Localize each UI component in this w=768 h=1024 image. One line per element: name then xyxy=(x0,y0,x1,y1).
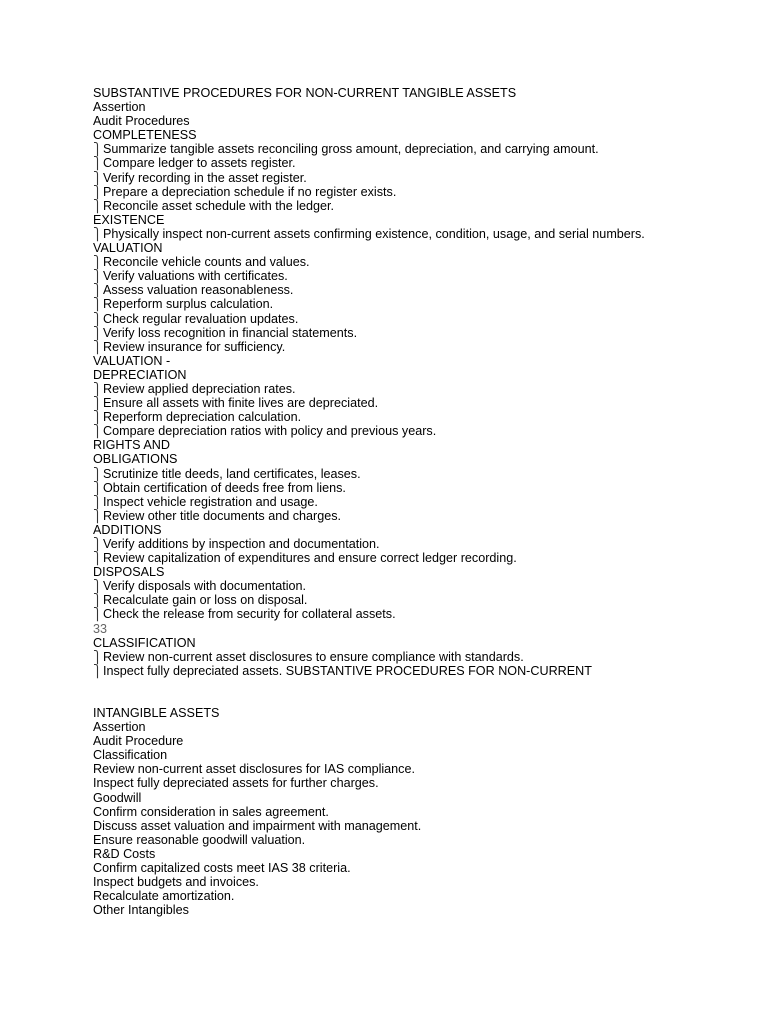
procedure-text: Verify disposals with documentation. xyxy=(103,579,307,594)
procedure-text: Physically inspect non-current assets confirming existence, condition, usage, and serial numbers. xyxy=(103,226,645,241)
text-line-assertion: Assertion xyxy=(93,100,146,115)
text-line-audit-procedure: Audit Procedure xyxy=(93,734,184,749)
bullet-marker: ⎫ xyxy=(93,325,102,340)
text-line-obligations: OBLIGATIONS xyxy=(93,452,178,467)
text-line-classification: Classification xyxy=(93,748,168,763)
procedure-text: Check the release from security for collateral assets. xyxy=(103,607,396,622)
bullet-marker: ⎫ xyxy=(93,255,102,270)
text-line-review-non-current-asset-disclosures-for: Review non-current asset disclosures for IAS compliance. xyxy=(93,762,415,777)
text-line-inspect-budgets-and-invoices: Inspect budgets and invoices. xyxy=(93,875,259,890)
procedure-text: Review insurance for sufficiency. xyxy=(103,339,286,354)
text-line-valuation: VALUATION xyxy=(93,241,163,256)
text-line-disposals: DISPOSALS xyxy=(93,565,165,580)
bullet-marker: ⎫ xyxy=(93,184,102,199)
procedure-item xyxy=(93,185,733,199)
procedure-item xyxy=(93,509,733,523)
procedure-text: Reconcile vehicle counts and values. xyxy=(103,255,310,270)
procedure-text: Compare ledger to assets register. xyxy=(103,156,296,171)
bullet-marker: ⎫ xyxy=(93,283,102,298)
procedure-text: Recalculate gain or loss on disposal. xyxy=(103,593,308,608)
text-line-other-intangibles: Other Intangibles xyxy=(93,903,189,918)
intangible-assets-section xyxy=(93,706,733,917)
procedure-text: Summarize tangible assets reconciling gross amount, depreciation, and carrying amount. xyxy=(103,142,599,157)
procedure-item xyxy=(93,396,733,410)
bullet-marker: ⎫ xyxy=(93,551,102,566)
procedure-text: Compare depreciation ratios with policy and previous years. xyxy=(103,424,437,439)
text-line-confirm-consideration-in-sales-agreement: Confirm consideration in sales agreement. xyxy=(93,804,329,819)
procedure-item xyxy=(93,255,733,269)
procedure-text: Obtain certification of deeds free from liens. xyxy=(103,480,346,495)
procedure-item xyxy=(93,312,733,326)
procedure-item xyxy=(93,410,733,424)
text-line-assertion: Assertion xyxy=(93,720,146,735)
bullet-marker: ⎫ xyxy=(93,339,102,354)
procedure-text: Prepare a depreciation schedule if no register exists. xyxy=(103,184,397,199)
procedure-item xyxy=(93,199,733,213)
procedure-item xyxy=(93,481,733,495)
procedure-item xyxy=(93,171,733,185)
procedure-item xyxy=(93,269,733,283)
procedure-item xyxy=(93,424,733,438)
procedure-text: Verify additions by inspection and documentation. xyxy=(103,537,380,551)
procedure-item xyxy=(93,537,733,551)
procedure-text: Check regular revaluation updates. xyxy=(103,311,299,326)
procedure-item xyxy=(93,607,733,621)
section-gap xyxy=(93,678,733,706)
text-line-discuss-asset-valuation-and-impairment-w: Discuss asset valuation and impairment with management. xyxy=(93,818,422,833)
procedure-text: Verify loss recognition in financial statements. xyxy=(103,325,358,340)
text-line-confirm-capitalized-costs-meet-ias-38-cr: Confirm capitalized costs meet IAS 38 criteria. xyxy=(93,860,351,875)
procedure-text: Review non-current asset disclosures to ensure compliance with standards. xyxy=(103,649,524,664)
procedure-text: Scrutinize title deeds, land certificates, leases. xyxy=(103,466,361,481)
bullet-marker: ⎫ xyxy=(93,311,102,326)
procedure-text: Ensure all assets with finite lives are depreciated. xyxy=(103,396,379,411)
procedure-item xyxy=(93,467,733,481)
text-line-goodwill: Goodwill xyxy=(93,790,142,805)
procedure-text: Inspect vehicle registration and usage. xyxy=(103,494,318,509)
text-line-existence: EXISTENCE xyxy=(93,212,165,227)
bullet-marker: ⎫ xyxy=(93,593,102,608)
procedure-text: Reconcile asset schedule with the ledger. xyxy=(103,198,335,213)
procedure-item xyxy=(93,495,733,509)
bullet-marker: ⎫ xyxy=(93,424,102,439)
bullet-marker: ⎫ xyxy=(93,537,102,551)
bullet-marker: ⎫ xyxy=(93,663,102,678)
bullet-marker: ⎫ xyxy=(93,607,102,622)
bullet-marker: ⎫ xyxy=(93,579,102,594)
procedure-item xyxy=(93,283,733,297)
procedure-item xyxy=(93,664,733,678)
procedure-text: Review capitalization of expenditures and ensure correct ledger recording. xyxy=(103,551,517,566)
procedure-text: Assess valuation reasonableness. xyxy=(103,283,294,298)
procedure-item xyxy=(93,593,733,607)
text-line-audit-procedures: Audit Procedures xyxy=(93,114,190,129)
bullet-marker: ⎫ xyxy=(93,142,102,157)
procedure-item xyxy=(93,650,733,664)
text-line-classification: CLASSIFICATION xyxy=(93,635,196,650)
text-line-completeness: COMPLETENESS xyxy=(93,128,197,143)
procedure-item xyxy=(93,227,733,241)
tangible-assets-section xyxy=(93,86,733,678)
bullet-marker: ⎫ xyxy=(93,508,102,523)
bullet-marker: ⎫ xyxy=(93,269,102,284)
bullet-marker: ⎫ xyxy=(93,297,102,312)
text-line-valuation: VALUATION - xyxy=(93,353,171,368)
text-line-additions: ADDITIONS xyxy=(93,522,162,537)
procedure-item xyxy=(93,579,733,593)
text-line-ensure-reasonable-goodwill-valuation: Ensure reasonable goodwill valuation. xyxy=(93,832,306,847)
procedure-item xyxy=(93,156,733,170)
bullet-marker: ⎫ xyxy=(93,156,102,171)
bullet-marker: ⎫ xyxy=(93,381,102,396)
procedure-item xyxy=(93,142,733,156)
text-line-intangible-assets: INTANGIBLE ASSETS xyxy=(93,705,220,720)
procedure-text: Reperform depreciation calculation. xyxy=(103,410,302,425)
procedure-item xyxy=(93,551,733,565)
bullet-marker: ⎫ xyxy=(93,494,102,509)
procedure-item xyxy=(93,382,733,396)
text-line-rights-and: RIGHTS AND xyxy=(93,438,170,453)
procedure-item xyxy=(93,340,733,354)
procedure-text: Verify recording in the asset register. xyxy=(103,170,307,185)
bullet-marker: ⎫ xyxy=(93,226,102,241)
text-line-depreciation: DEPRECIATION xyxy=(93,367,187,382)
procedure-text: Verify valuations with certificates. xyxy=(103,269,288,284)
procedure-text: Review applied depreciation rates. xyxy=(103,381,296,396)
bullet-marker: ⎫ xyxy=(93,170,102,185)
text-line-r-d-costs: R&D Costs xyxy=(93,846,156,861)
bullet-marker: ⎫ xyxy=(93,410,102,425)
bullet-marker: ⎫ xyxy=(93,649,102,664)
bullet-marker: ⎫ xyxy=(93,396,102,411)
document-body xyxy=(93,86,733,917)
page-number: 33 xyxy=(93,621,108,636)
procedure-item xyxy=(93,326,733,340)
procedure-text: Reperform surplus calculation. xyxy=(103,297,274,312)
text-line-recalculate-amortization: Recalculate amortization. xyxy=(93,889,235,904)
bullet-marker: ⎫ xyxy=(93,466,102,481)
text-line-inspect-fully-depreciated-assets-for-fur: Inspect fully depreciated assets for further charges. xyxy=(93,776,379,791)
bullet-marker: ⎫ xyxy=(93,480,102,495)
text-line-substantive-procedures-for-non-current-t: SUBSTANTIVE PROCEDURES FOR NON-CURRENT TANGIBLE ASSETS xyxy=(93,86,517,100)
procedure-text: Review other title documents and charges. xyxy=(103,508,342,523)
procedure-item xyxy=(93,297,733,311)
procedure-text: Inspect fully depreciated assets. SUBSTANTIVE PROCEDURES FOR NON-CURRENT xyxy=(103,663,592,678)
bullet-marker: ⎫ xyxy=(93,198,102,213)
